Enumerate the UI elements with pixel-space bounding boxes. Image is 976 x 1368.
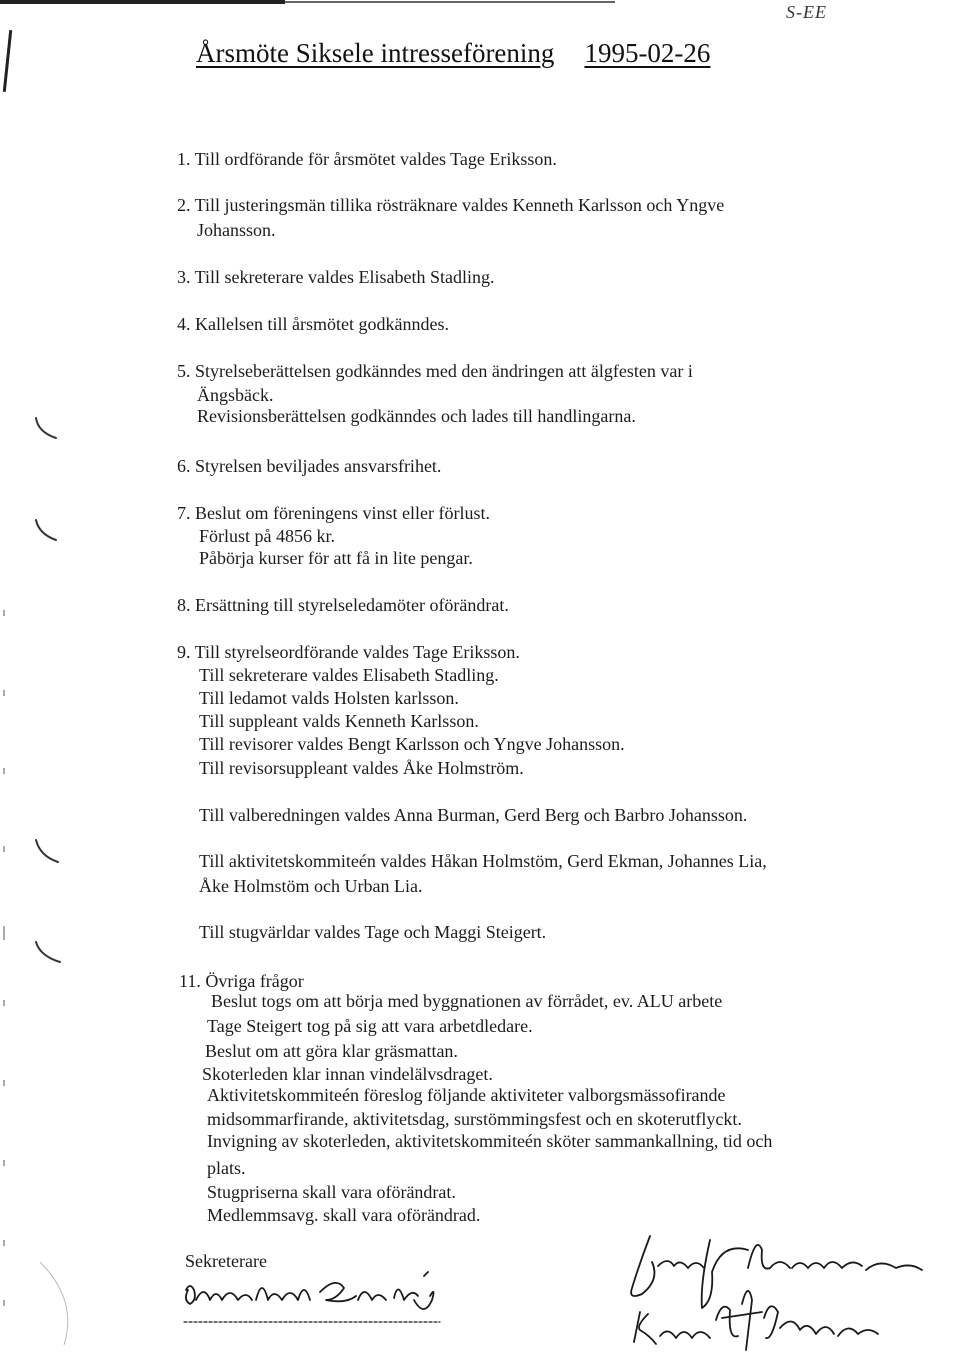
agenda-item-8: 8. Ersättning till styrelseledamöter oförändrat. [177,595,509,615]
agenda-item-9-line-8: Till aktivitetskommiteén valdes Håkan Holmstöm, Gerd Ekman, Johannes Lia, [199,851,767,871]
agenda-item-7-line-2: Förlust på 4856 kr. [199,526,336,546]
secretary-label: Sekreterare [185,1251,267,1271]
agenda-item-9-line-1: 9. Till styrelseordförande valdes Tage Eriksson. [177,642,520,662]
agenda-item-5-line-1: 5. Styrelseberättelsen godkänndes med den ändringen att älgfesten var i [177,361,693,381]
agenda-item-6: 6. Styrelsen beviljades ansvarsfrihet. [177,456,442,476]
agenda-item-1: 1. Till ordförande för årsmötet valdes Tage Eriksson. [177,149,557,169]
meeting-date: 1995-02-26 [584,38,711,68]
agenda-item-7-line-3: Påbörja kurser för att få in lite pengar. [199,548,473,568]
agenda-item-9-line-7: Till valberedningen valdes Anna Burman, Gerd Berg och Barbro Johansson. [199,805,748,825]
agenda-item-11-line-6: midsommarfirande, aktivitetsdag, surstömmingsfest och en skoterutflyckt. [207,1109,742,1129]
agenda-item-5-line-2: Ängsbäck. [197,385,274,405]
agenda-item-11-line-8: plats. [207,1158,246,1178]
agenda-item-2-line-2: Johansson. [197,220,276,240]
agenda-item-7-line-1: 7. Beslut om föreningens vinst eller förlust. [177,503,490,523]
agenda-item-11-line-2: Tage Steigert tog på sig att vara arbetdledare. [207,1016,533,1036]
agenda-item-4: 4. Kallelsen till årsmötet godkänndes. [177,314,449,334]
agenda-item-9-line-3: Till ledamot valds Holsten karlsson. [199,688,459,708]
agenda-item-5-line-3: Revisionsberättelsen godkänndes och lades till handlingarna. [197,406,636,426]
agenda-item-11-heading: 11. Övriga frågor [179,971,304,991]
agenda-item-11-line-9: Stugpriserna skall vara oförändrat. [207,1182,456,1202]
agenda-item-11-line-3: Beslut om att göra klar gräsmattan. [205,1041,458,1061]
signature-2-mark [634,1291,878,1350]
agenda-item-9-line-6: Till revisorsuppleant valdes Åke Holmström. [199,758,524,778]
agenda-item-11-line-10: Medlemmsavg. skall vara oförändrad. [207,1205,481,1225]
agenda-item-9-line-4: Till suppleant valds Kenneth Karlsson. [199,711,479,731]
agenda-item-9-line-10: Till stugvärldar valdes Tage och Maggi Steigert. [199,922,547,942]
agenda-item-9-line-2: Till sekreterare valdes Elisabeth Stadling. [199,665,499,685]
agenda-item-2-line-1: 2. Till justeringsmän tillika rösträknare valdes Kenneth Karlsson och Yngve [177,195,725,215]
agenda-item-9-line-5: Till revisorer valdes Bengt Karlsson och Yngve Johansson. [199,734,625,754]
corner-handwritten-mark: S-EE [786,2,827,22]
agenda-item-11-line-4: Skoterleden klar innan vindelälvsdraget. [202,1064,493,1084]
agenda-item-3: 3. Till sekreterare valdes Elisabeth Stadling. [177,267,495,287]
meeting-title: Årsmöte Siksele intresseförening [196,38,555,68]
secretary-signature-mark [186,1272,434,1309]
agenda-item-11-line-5: Aktivitetskommiteén föreslog följande aktiviteter valborgsmässofirande [207,1085,726,1105]
agenda-item-11-line-1: Beslut togs om att börja med byggnationen av förrådet, ev. ALU arbete [211,991,723,1011]
agenda-item-9-line-9: Åke Holmstöm och Urban Lia. [199,876,423,896]
signature-1-mark [631,1236,922,1308]
agenda-item-11-line-7: Invigning av skoterleden, aktivitetskommiteén sköter sammankallning, tid och [207,1131,773,1151]
